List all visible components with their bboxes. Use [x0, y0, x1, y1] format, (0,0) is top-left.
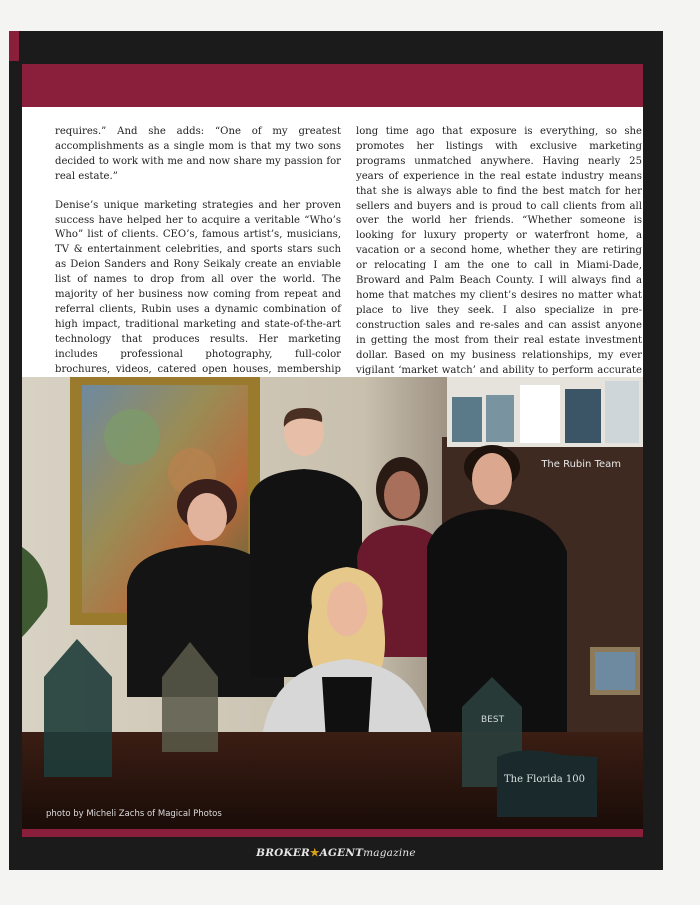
paragraph: requires.” And she adds: “One of my greatest accomplishments as a single mom is that my two sons decided to work with me and now share my passion for real estate.”: [55, 126, 341, 182]
award-best-label: BEST: [481, 715, 505, 725]
team-caption: The Rubin Team: [541, 459, 621, 470]
award-florida-label: The Florida 100: [504, 774, 585, 785]
brand-broker: BROKER: [256, 847, 310, 859]
photo-credit: photo by Micheli Zachs of Magical Photos: [46, 809, 222, 819]
brand-suffix: magazine: [363, 847, 416, 859]
paragraph: long time ago that exposure is everything, so she promotes her listings with exclusive marketing programs unmatched anywhere. Having nearly 25 years of experience in the real estate industry means that she is always able to find the best match for her sellers and buyers and is proud to call clients from all over the world her friends. “Whether someone is looking for luxury property or waterfront home, a vacation or a second home, whether they are retiring or relocating I am the one to call in Miami-Dade, Broward and Palm Beach County. I will always find a home that matches my client’s desires no matter what place to live they seek. I also specialize in pre-construction sales and re-sales and can assist anyone in getting the most from their real estate investment dollar. Based on my business relationships, my ever vigilant ‘market watch’ and ability to perform accurate: [356, 126, 642, 376]
brand-agent: AGENT: [319, 847, 364, 859]
footer-stripe: [22, 829, 643, 837]
star-icon: ★: [309, 847, 320, 859]
magazine-page: [9, 31, 663, 870]
article-text-panel: [22, 107, 643, 377]
magazine-brand: [256, 842, 416, 859]
footer: [9, 837, 663, 870]
team-photo-illustration: [22, 377, 643, 829]
team-photo: [22, 377, 643, 829]
header-banner: [22, 64, 643, 107]
corner-accent: [9, 31, 19, 61]
paragraph: Denise’s unique marketing strategies and her proven success have helped her to acquire a veritable “Who’s Who” list of clients. CEO’s, famous artist’s, musicians, TV & entertainment celebrities, and sports stars such as Deion Sanders and Rony Seikaly create an enviable list of names to drop from all over the world. The majority of her business now coming from repeat and referral clients, Rubin uses a dynamic combination of high impact, traditional marketing and state-of-the-art technology that produces results. Her marketing includes professional photography, full-color brochures, videos, catered open houses, membership: [55, 199, 341, 375]
